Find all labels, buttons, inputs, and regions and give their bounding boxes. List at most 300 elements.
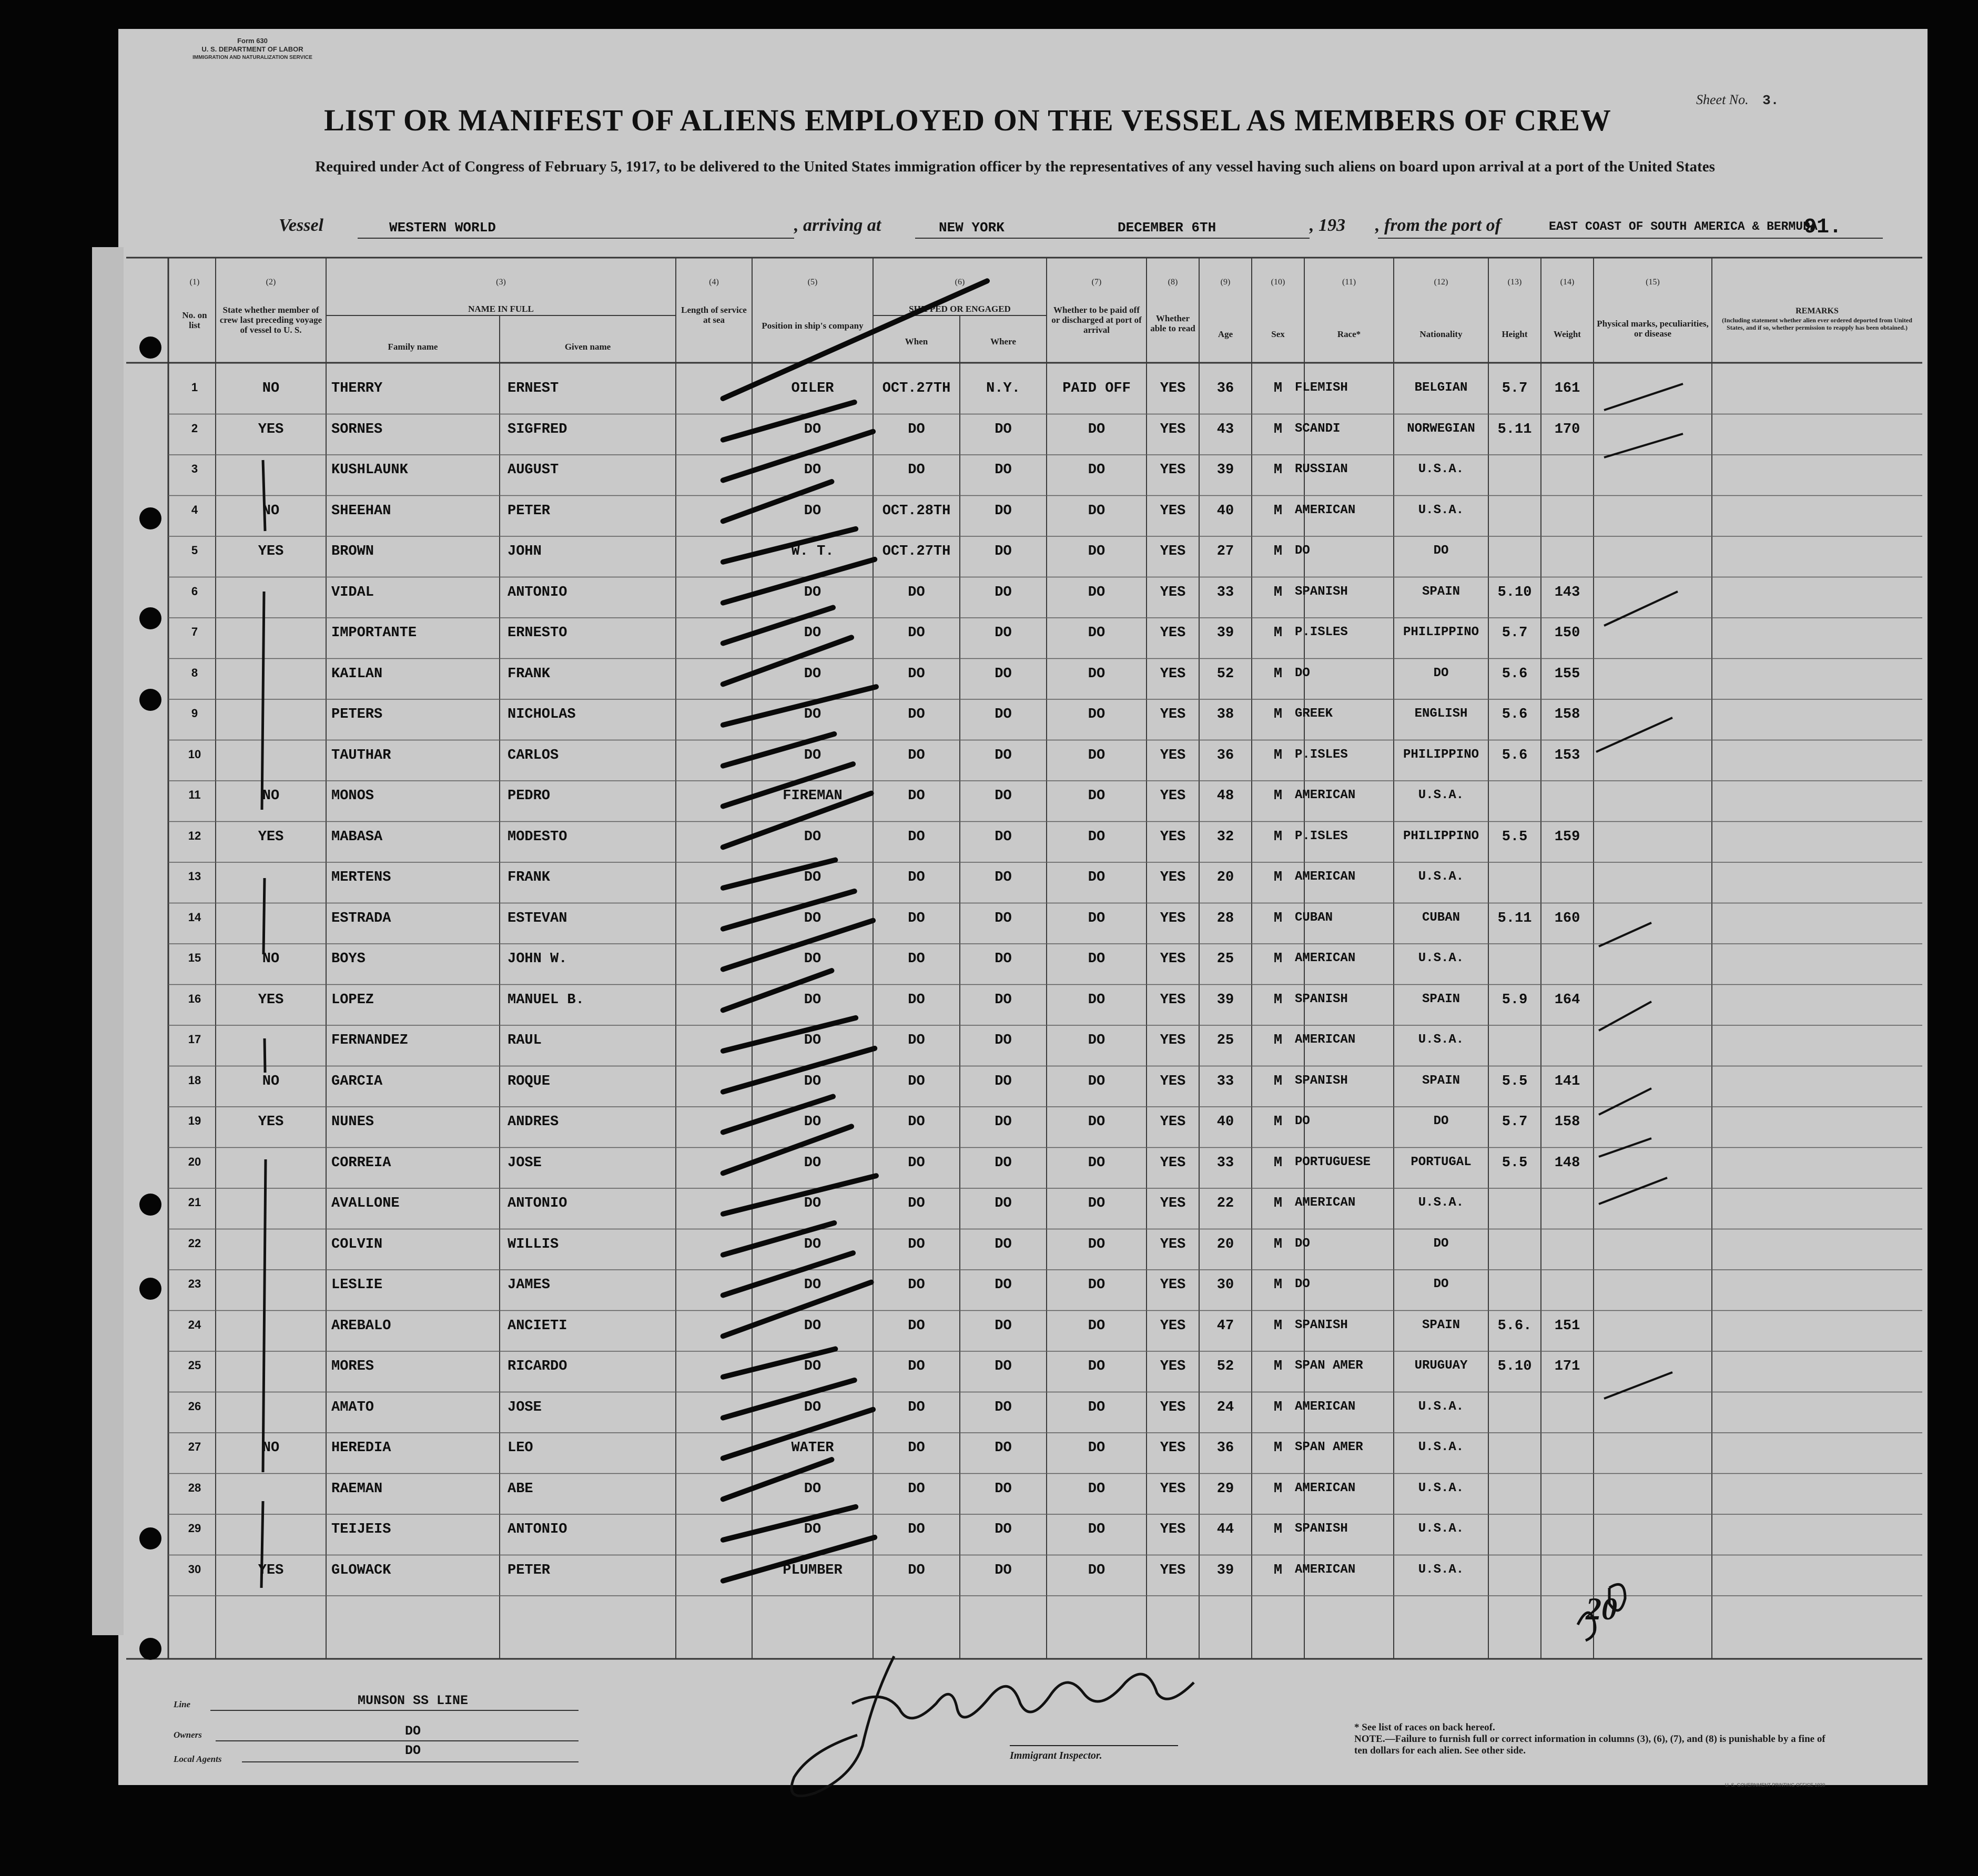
cell-paid: DO bbox=[1088, 707, 1105, 722]
cell-family: SHEEHAN bbox=[331, 503, 391, 519]
header-given: Given name bbox=[564, 342, 611, 352]
arriving-label: , arriving at bbox=[794, 216, 881, 235]
cell-position: DO bbox=[804, 462, 821, 478]
cell-height: 5.6. bbox=[1497, 1318, 1532, 1334]
cell-age: 52 bbox=[1216, 1359, 1234, 1374]
cell-state: YES bbox=[258, 992, 284, 1008]
cell-given: ESTEVAN bbox=[508, 910, 567, 926]
cell-position: DO bbox=[804, 951, 821, 967]
page-subtitle: Required under Act of Congress of February 5, 1917, to be delivered to the United States immigration officer by the representatives of any vessel having such aliens on board upon arrival at a port of the United States bbox=[315, 158, 1715, 175]
cell-height: 5.7 bbox=[1502, 381, 1528, 396]
cell-weight: 151 bbox=[1554, 1318, 1580, 1334]
cell-no: 17 bbox=[188, 1033, 201, 1046]
cell-family: BOYS bbox=[331, 951, 366, 967]
col-5-number: (5) bbox=[807, 278, 818, 287]
cell-age: 52 bbox=[1216, 666, 1234, 682]
cell-family: RAEMAN bbox=[331, 1481, 383, 1497]
col-2-number: (2) bbox=[266, 278, 276, 287]
cell-nationality: SPAIN bbox=[1422, 992, 1460, 1006]
header-when: When bbox=[905, 337, 928, 346]
printer-imprint: U. S. GOVERNMENT PRINTING OFFICE 1930 bbox=[1725, 1782, 1825, 1788]
col-15-number: (15) bbox=[1646, 278, 1660, 287]
cell-race: AMERICAN bbox=[1295, 1196, 1356, 1210]
cell-paid: DO bbox=[1088, 584, 1105, 600]
cell-when: DO bbox=[908, 747, 925, 763]
cell-nationality: SPAIN bbox=[1422, 1318, 1460, 1332]
cell-position: DO bbox=[804, 1114, 821, 1130]
cell-sex: M bbox=[1273, 544, 1283, 559]
cell-height: 5.5 bbox=[1502, 829, 1528, 845]
cell-weight: 158 bbox=[1554, 1114, 1580, 1130]
cell-position: DO bbox=[804, 870, 821, 885]
cell-age: 20 bbox=[1216, 870, 1234, 885]
cell-position: DO bbox=[804, 625, 821, 641]
cell-paid: DO bbox=[1088, 992, 1105, 1008]
header-sex: Sex bbox=[1271, 329, 1285, 339]
cell-race: DO bbox=[1295, 544, 1310, 558]
cell-weight: 161 bbox=[1554, 381, 1580, 396]
cell-where: DO bbox=[995, 1114, 1012, 1130]
cell-position: DO bbox=[804, 910, 821, 926]
col-14-number: (14) bbox=[1560, 278, 1575, 287]
cell-read: YES bbox=[1160, 584, 1186, 600]
cell-nationality: DO bbox=[1433, 666, 1449, 680]
cell-given: WILLIS bbox=[508, 1236, 559, 1252]
cell-family: SORNES bbox=[331, 421, 383, 437]
cell-nationality: U.S.A. bbox=[1418, 1522, 1464, 1536]
cell-age: 39 bbox=[1216, 462, 1234, 478]
cell-no: 5 bbox=[191, 544, 198, 557]
cell-where: DO bbox=[995, 666, 1012, 682]
cell-sex: M bbox=[1273, 584, 1283, 600]
inspector-label: Immigrant Inspector. bbox=[1010, 1750, 1102, 1761]
cell-position: DO bbox=[804, 1522, 821, 1537]
cell-age: 33 bbox=[1216, 584, 1234, 600]
cell-sex: M bbox=[1273, 788, 1283, 804]
cell-position: DO bbox=[804, 992, 821, 1008]
header-nationality: Nationality bbox=[1419, 329, 1463, 339]
cell-read: YES bbox=[1160, 1033, 1186, 1048]
cell-height: 5.9 bbox=[1502, 992, 1528, 1008]
cell-state: NO bbox=[262, 381, 280, 396]
cell-race: P.ISLES bbox=[1295, 747, 1348, 762]
cell-family: ESTRADA bbox=[331, 910, 391, 926]
cell-read: YES bbox=[1160, 747, 1186, 763]
cell-paid: DO bbox=[1088, 1033, 1105, 1048]
cell-age: 36 bbox=[1216, 381, 1234, 396]
cell-nationality: U.S.A. bbox=[1418, 788, 1464, 802]
cell-paid: DO bbox=[1088, 788, 1105, 804]
cell-paid: DO bbox=[1088, 910, 1105, 926]
cell-state: NO bbox=[262, 1073, 280, 1089]
cell-given: ERNESTO bbox=[508, 625, 567, 641]
cell-read: YES bbox=[1160, 1236, 1186, 1252]
cell-when: OCT.28TH bbox=[882, 503, 951, 519]
cell-race: AMERICAN bbox=[1295, 1033, 1356, 1047]
cell-nationality: U.S.A. bbox=[1418, 1481, 1464, 1495]
cell-family: MORES bbox=[331, 1359, 374, 1374]
cell-nationality: U.S.A. bbox=[1418, 1196, 1464, 1210]
cell-age: 33 bbox=[1216, 1073, 1234, 1089]
cell-no: 20 bbox=[188, 1155, 201, 1168]
cell-position: DO bbox=[804, 666, 821, 682]
cell-given: ABE bbox=[508, 1481, 533, 1497]
cell-weight: 153 bbox=[1554, 747, 1580, 763]
cell-no: 11 bbox=[188, 788, 201, 801]
sheet-value: 3. bbox=[1762, 93, 1779, 108]
cell-weight: 148 bbox=[1554, 1155, 1580, 1171]
cell-when: DO bbox=[908, 992, 925, 1008]
department-name: U. S. DEPARTMENT OF LABOR bbox=[201, 45, 303, 53]
cell-where: DO bbox=[995, 1073, 1012, 1089]
cell-where: DO bbox=[995, 544, 1012, 559]
cell-sex: M bbox=[1273, 625, 1283, 641]
cell-sex: M bbox=[1273, 829, 1283, 845]
cell-no: 16 bbox=[188, 992, 201, 1005]
cell-nationality: PHILIPPINO bbox=[1403, 625, 1479, 639]
header-race: Race* bbox=[1337, 329, 1361, 339]
cell-position: DO bbox=[804, 421, 821, 437]
cell-where: DO bbox=[995, 1196, 1012, 1211]
cell-where: DO bbox=[995, 1318, 1012, 1334]
vessel-label: Vessel bbox=[279, 216, 323, 235]
year-prefix: , 193 bbox=[1310, 216, 1345, 235]
cell-where: DO bbox=[995, 462, 1012, 478]
cell-sex: M bbox=[1273, 1236, 1283, 1252]
cell-nationality: PHILIPPINO bbox=[1403, 747, 1479, 762]
cell-nationality: PORTUGAL bbox=[1411, 1155, 1472, 1169]
cell-paid: DO bbox=[1088, 544, 1105, 559]
cell-read: YES bbox=[1160, 1440, 1186, 1456]
cell-state: YES bbox=[258, 544, 284, 559]
cell-nationality: U.S.A. bbox=[1418, 870, 1464, 884]
cell-when: DO bbox=[908, 1522, 925, 1537]
cell-age: 38 bbox=[1216, 707, 1234, 722]
cell-nationality: ENGLISH bbox=[1414, 707, 1468, 721]
cell-age: 27 bbox=[1216, 544, 1234, 559]
cell-no: 14 bbox=[188, 910, 201, 924]
cell-state: NO bbox=[262, 951, 280, 967]
cell-age: 30 bbox=[1216, 1277, 1234, 1293]
cell-where: DO bbox=[995, 1522, 1012, 1537]
cell-read: YES bbox=[1160, 544, 1186, 559]
cell-family: GARCIA bbox=[331, 1073, 383, 1089]
cell-position: DO bbox=[804, 1481, 821, 1497]
cell-sex: M bbox=[1273, 1440, 1283, 1456]
cell-sex: M bbox=[1273, 666, 1283, 682]
cell-race: DO bbox=[1295, 1114, 1310, 1128]
cell-race: DO bbox=[1295, 1236, 1310, 1251]
cell-where: DO bbox=[995, 707, 1012, 722]
cell-read: YES bbox=[1160, 1522, 1186, 1537]
cell-no: 3 bbox=[191, 462, 198, 475]
cell-read: YES bbox=[1160, 870, 1186, 885]
cell-where: DO bbox=[995, 625, 1012, 641]
cell-given: ERNEST bbox=[508, 381, 559, 396]
cell-race: DO bbox=[1295, 666, 1310, 680]
cell-given: CARLOS bbox=[508, 747, 559, 763]
cell-nationality: NORWEGIAN bbox=[1407, 421, 1475, 436]
cell-when: DO bbox=[908, 462, 925, 478]
cell-given: MANUEL B. bbox=[508, 992, 584, 1008]
cell-nationality: DO bbox=[1433, 1277, 1449, 1291]
cell-paid: DO bbox=[1088, 829, 1105, 845]
cell-read: YES bbox=[1160, 1155, 1186, 1171]
cell-sex: M bbox=[1273, 707, 1283, 722]
cell-when: DO bbox=[908, 1481, 925, 1497]
cell-read: YES bbox=[1160, 1073, 1186, 1089]
owners-value: DO bbox=[405, 1724, 421, 1739]
cell-paid: DO bbox=[1088, 666, 1105, 682]
cell-weight: 155 bbox=[1554, 666, 1580, 682]
cell-no: 12 bbox=[188, 829, 201, 842]
cell-race: CUBAN bbox=[1295, 910, 1333, 925]
cell-when: DO bbox=[908, 1440, 925, 1456]
cell-family: AREBALO bbox=[331, 1318, 391, 1334]
cell-given: MODESTO bbox=[508, 829, 567, 845]
cell-given: JOHN W. bbox=[508, 951, 567, 967]
cell-given: JAMES bbox=[508, 1277, 551, 1293]
cell-no: 30 bbox=[188, 1562, 201, 1576]
cell-where: DO bbox=[995, 829, 1012, 845]
cell-no: 21 bbox=[188, 1196, 201, 1209]
cell-paid: DO bbox=[1088, 462, 1105, 478]
cell-family: TEIJEIS bbox=[331, 1522, 391, 1537]
cell-family: LOPEZ bbox=[331, 992, 374, 1008]
cell-paid: DO bbox=[1088, 1440, 1105, 1456]
cell-age: 24 bbox=[1216, 1399, 1234, 1415]
cell-race: AMERICAN bbox=[1295, 1562, 1356, 1577]
cell-family: NUNES bbox=[331, 1114, 374, 1130]
cell-age: 36 bbox=[1216, 747, 1234, 763]
cell-paid: DO bbox=[1088, 1318, 1105, 1334]
cell-paid: DO bbox=[1088, 951, 1105, 967]
cell-sex: M bbox=[1273, 503, 1283, 519]
cell-race: RUSSIAN bbox=[1295, 462, 1348, 476]
cell-nationality: U.S.A. bbox=[1418, 951, 1464, 965]
cell-nationality: CUBAN bbox=[1422, 910, 1460, 925]
col-13-number: (13) bbox=[1507, 278, 1522, 287]
cell-when: DO bbox=[908, 1033, 925, 1048]
cell-paid: DO bbox=[1088, 1196, 1105, 1211]
cell-height: 5.6 bbox=[1502, 747, 1528, 763]
cell-position: PLUMBER bbox=[783, 1562, 843, 1578]
header-weight: Weight bbox=[1554, 329, 1581, 339]
cell-no: 22 bbox=[188, 1236, 201, 1250]
cell-where: DO bbox=[995, 1033, 1012, 1048]
cell-no: 18 bbox=[188, 1073, 201, 1087]
col-6-number: (6) bbox=[955, 278, 965, 287]
cell-read: YES bbox=[1160, 788, 1186, 804]
cell-position: DO bbox=[804, 1399, 821, 1415]
cell-family: GLOWACK bbox=[331, 1562, 391, 1578]
cell-paid: DO bbox=[1088, 1277, 1105, 1293]
cell-where: DO bbox=[995, 421, 1012, 437]
cell-race: SPAN AMER bbox=[1295, 1359, 1363, 1373]
header-where: Where bbox=[990, 337, 1016, 346]
cell-given: ROQUE bbox=[508, 1073, 551, 1089]
cell-where: DO bbox=[995, 1399, 1012, 1415]
cell-read: YES bbox=[1160, 1359, 1186, 1374]
cell-nationality: PHILIPPINO bbox=[1403, 829, 1479, 843]
cell-age: 29 bbox=[1216, 1481, 1234, 1497]
cell-position: DO bbox=[804, 1236, 821, 1252]
cell-when: DO bbox=[908, 1155, 925, 1171]
cell-race: AMERICAN bbox=[1295, 788, 1356, 802]
cell-family: THERRY bbox=[331, 381, 383, 396]
cell-when: DO bbox=[908, 1236, 925, 1252]
cell-position: DO bbox=[804, 1073, 821, 1089]
cell-read: YES bbox=[1160, 503, 1186, 519]
cell-no: 15 bbox=[188, 951, 201, 964]
cell-race: SPANISH bbox=[1295, 584, 1348, 599]
cell-no: 25 bbox=[188, 1359, 201, 1372]
cell-where: DO bbox=[995, 747, 1012, 763]
cell-where: DO bbox=[995, 584, 1012, 600]
cell-no: 26 bbox=[188, 1399, 201, 1413]
line-label: Line bbox=[174, 1699, 191, 1709]
cell-when: DO bbox=[908, 1114, 925, 1130]
cell-paid: DO bbox=[1088, 1522, 1105, 1537]
cell-age: 32 bbox=[1216, 829, 1234, 845]
cell-sex: M bbox=[1273, 1481, 1283, 1497]
cell-when: DO bbox=[908, 421, 925, 437]
cell-sex: M bbox=[1273, 992, 1283, 1008]
cell-given: SIGFRED bbox=[508, 421, 567, 437]
cell-where: DO bbox=[995, 992, 1012, 1008]
cell-family: CORREIA bbox=[331, 1155, 391, 1171]
owners-label: Owners bbox=[174, 1730, 202, 1740]
cell-family: LESLIE bbox=[331, 1277, 383, 1293]
cell-read: YES bbox=[1160, 1399, 1186, 1415]
cell-read: YES bbox=[1160, 1114, 1186, 1130]
cell-sex: M bbox=[1273, 381, 1283, 396]
footer-notes bbox=[1354, 1722, 1828, 1757]
cell-family: TAUTHAR bbox=[331, 747, 391, 763]
cell-race: SPANISH bbox=[1295, 1318, 1348, 1332]
cell-nationality: U.S.A. bbox=[1418, 1562, 1464, 1577]
col-12-number: (12) bbox=[1434, 278, 1448, 287]
cell-nationality: U.S.A. bbox=[1418, 1033, 1464, 1047]
cell-position: DO bbox=[804, 584, 821, 600]
cell-height: 5.10 bbox=[1497, 584, 1532, 600]
col-10-number: (10) bbox=[1271, 278, 1285, 287]
cell-age: 20 bbox=[1216, 1236, 1234, 1252]
cell-read: YES bbox=[1160, 951, 1186, 967]
cell-weight: 170 bbox=[1554, 421, 1580, 437]
cell-position: DO bbox=[804, 707, 821, 722]
cell-position: DO bbox=[804, 1359, 821, 1374]
cell-state: YES bbox=[258, 829, 284, 845]
form-number: Form 630 bbox=[237, 37, 268, 45]
cell-family: PETERS bbox=[331, 707, 383, 722]
cell-sex: M bbox=[1273, 1033, 1283, 1048]
cell-no: 2 bbox=[191, 421, 198, 435]
cell-no: 6 bbox=[191, 584, 198, 598]
cell-paid: DO bbox=[1088, 870, 1105, 885]
cell-nationality: DO bbox=[1433, 544, 1449, 558]
cell-when: OCT.27TH bbox=[882, 544, 951, 559]
cell-height: 5.7 bbox=[1502, 1114, 1528, 1130]
cell-no: 28 bbox=[188, 1481, 201, 1494]
cell-state: YES bbox=[258, 421, 284, 437]
cell-sex: M bbox=[1273, 747, 1283, 763]
cell-when: DO bbox=[908, 1399, 925, 1415]
header-read: Whether able to read bbox=[1150, 313, 1195, 333]
header-state: State whether member of crew last preceding voyage of vessel to U. S. bbox=[219, 305, 322, 335]
col-11-number: (11) bbox=[1342, 278, 1356, 287]
cell-race: SPANISH bbox=[1295, 1522, 1348, 1536]
cell-age: 33 bbox=[1216, 1155, 1234, 1171]
cell-paid: PAID OFF bbox=[1062, 381, 1131, 396]
cell-family: VIDAL bbox=[331, 584, 374, 600]
cell-race: SPAN AMER bbox=[1295, 1440, 1363, 1454]
col-7-number: (7) bbox=[1091, 278, 1102, 287]
cell-height: 5.10 bbox=[1497, 1359, 1532, 1374]
cell-given: PETER bbox=[508, 1562, 551, 1578]
vessel-name: WESTERN WORLD bbox=[389, 220, 496, 236]
agents-value: DO bbox=[405, 1743, 421, 1758]
cell-given: JOSE bbox=[508, 1399, 542, 1415]
cell-when: DO bbox=[908, 1073, 925, 1089]
cell-where: DO bbox=[995, 1440, 1012, 1456]
cell-height: 5.5 bbox=[1502, 1155, 1528, 1171]
col-3-number: (3) bbox=[496, 278, 506, 287]
cell-where: DO bbox=[995, 1481, 1012, 1497]
cell-given: ANTONIO bbox=[508, 584, 567, 600]
header-marks: Physical marks, peculiarities, or disease bbox=[1597, 319, 1709, 339]
cell-position: DO bbox=[804, 503, 821, 519]
cell-weight: 150 bbox=[1554, 625, 1580, 641]
cell-family: COLVIN bbox=[331, 1236, 383, 1252]
cell-sex: M bbox=[1273, 462, 1283, 478]
cell-family: HEREDIA bbox=[331, 1440, 391, 1456]
cell-when: DO bbox=[908, 788, 925, 804]
cell-no: 10 bbox=[188, 747, 201, 761]
cell-given: RICARDO bbox=[508, 1359, 567, 1374]
cell-position: W. T. bbox=[791, 544, 834, 559]
cell-race: GREEK bbox=[1295, 707, 1333, 721]
cell-when: DO bbox=[908, 1318, 925, 1334]
cell-race: P.ISLES bbox=[1295, 625, 1348, 639]
cell-family: IMPORTANTE bbox=[331, 625, 417, 641]
cell-sex: M bbox=[1273, 1277, 1283, 1293]
cell-paid: DO bbox=[1088, 747, 1105, 763]
header-shipped: SHIPPED OR ENGAGED bbox=[909, 304, 1011, 314]
header-position: Position in ship's company bbox=[762, 321, 864, 331]
cell-given: AUGUST bbox=[508, 462, 559, 478]
cell-age: 40 bbox=[1216, 1114, 1234, 1130]
cell-given: NICHOLAS bbox=[508, 707, 576, 722]
cell-position: DO bbox=[804, 1033, 821, 1048]
cell-nationality: SPAIN bbox=[1422, 1073, 1460, 1088]
cell-race: SPANISH bbox=[1295, 1073, 1348, 1088]
arriving-port: NEW YORK bbox=[939, 220, 1005, 236]
cell-age: 39 bbox=[1216, 992, 1234, 1008]
cell-height: 5.7 bbox=[1502, 625, 1528, 641]
cell-age: 28 bbox=[1216, 910, 1234, 926]
cell-read: YES bbox=[1160, 1277, 1186, 1293]
cell-position: DO bbox=[804, 1155, 821, 1171]
cell-where: DO bbox=[995, 910, 1012, 926]
cell-read: YES bbox=[1160, 625, 1186, 641]
cell-when: OCT.27TH bbox=[882, 381, 951, 396]
cell-weight: 159 bbox=[1554, 829, 1580, 845]
cell-paid: DO bbox=[1088, 1481, 1105, 1497]
cell-read: YES bbox=[1160, 707, 1186, 722]
cell-no: 29 bbox=[188, 1522, 201, 1535]
cell-given: LEO bbox=[508, 1440, 533, 1456]
